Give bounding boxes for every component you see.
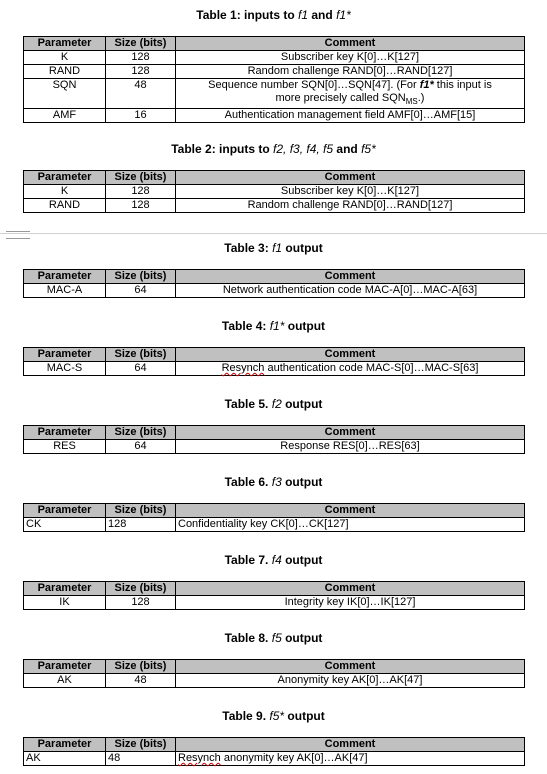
- table3: [23, 269, 525, 298]
- header-row: [24, 270, 525, 284]
- caption-text: output: [281, 475, 323, 489]
- comment-text: Sequence number SQN[0]…SQN[47]. (For: [208, 79, 420, 91]
- header-parameter: Parameter: [24, 582, 106, 596]
- cell-size: 48: [106, 752, 176, 766]
- cell-parameter: MAC-S: [24, 362, 106, 376]
- table-row: [24, 199, 525, 213]
- header-size: Size (bits): [106, 37, 176, 51]
- page-break-line: [0, 233, 547, 234]
- cell-parameter: RES: [24, 440, 106, 454]
- header-comment: Comment: [176, 270, 525, 284]
- caption-text: Table 6.: [224, 475, 272, 489]
- header-parameter: Parameter: [24, 270, 106, 284]
- table-row: [24, 596, 525, 610]
- cell-parameter: IK: [24, 596, 106, 610]
- header-comment: Comment: [176, 171, 525, 185]
- cell-comment: Response RES[0]…RES[63]: [176, 440, 525, 454]
- header-row: [24, 426, 525, 440]
- table7-caption: [0, 553, 547, 567]
- header-parameter: Parameter: [24, 660, 106, 674]
- cell-parameter: K: [24, 51, 106, 65]
- caption-text: Table 7.: [224, 553, 272, 567]
- cell-comment: Subscriber key K[0]…K[127]: [176, 51, 525, 65]
- header-size: Size (bits): [106, 270, 176, 284]
- header-parameter: Parameter: [24, 426, 106, 440]
- table4: [23, 347, 525, 376]
- caption-text: Table 5.: [224, 397, 272, 411]
- cell-comment: Authentication management field AMF[0]…AMF[15]: [176, 109, 525, 123]
- table-row: [24, 674, 525, 688]
- table2-caption: [0, 142, 547, 156]
- caption-text: output: [281, 397, 323, 411]
- caption-text: Table 8.: [224, 631, 272, 645]
- caption-function: f1: [272, 241, 283, 255]
- cell-size: 16: [106, 109, 176, 123]
- caption-function: f3: [271, 475, 282, 489]
- table-row: [24, 185, 525, 199]
- caption-function: f5*: [361, 142, 376, 156]
- header-parameter: Parameter: [24, 504, 106, 518]
- header-size: Size (bits): [106, 660, 176, 674]
- comment-text: authentication code MAC-S[0]…MAC-S[63]: [264, 362, 479, 374]
- cell-parameter: AK: [24, 674, 106, 688]
- header-parameter: Parameter: [24, 37, 106, 51]
- comment-function: f1*: [419, 79, 434, 91]
- table1: [23, 36, 525, 123]
- caption-function: f4: [271, 553, 282, 567]
- table9-caption: [0, 709, 547, 723]
- comment-text: .): [417, 92, 425, 104]
- caption-text: and: [333, 142, 362, 156]
- header-size: Size (bits): [106, 582, 176, 596]
- caption-text: Table 3:: [224, 241, 273, 255]
- spellcheck-word: Resynch: [221, 362, 265, 374]
- cell-comment: Subscriber key K[0]…K[127]: [176, 185, 525, 199]
- cell-parameter: AK: [24, 752, 106, 766]
- table1-caption: [0, 8, 547, 22]
- cell-size: 64: [106, 440, 176, 454]
- section-marker: [6, 231, 30, 239]
- header-parameter: Parameter: [24, 171, 106, 185]
- caption-text: output: [282, 241, 323, 255]
- caption-function: f5*: [269, 709, 285, 723]
- header-parameter: Parameter: [24, 738, 106, 752]
- spellcheck-word: Resynch: [178, 752, 221, 764]
- caption-function: f2, f3, f4, f5: [273, 142, 334, 156]
- caption-text: output: [284, 709, 325, 723]
- caption-function: f5: [271, 631, 282, 645]
- comment-subscript: MS: [405, 97, 418, 107]
- comment-text: this input is: [433, 79, 492, 91]
- table9: [23, 737, 525, 766]
- cell-comment: Random challenge RAND[0]…RAND[127]: [176, 65, 525, 79]
- table6-caption: [0, 475, 547, 489]
- header-comment: Comment: [176, 37, 525, 51]
- table6: [23, 503, 525, 532]
- header-row: [24, 37, 525, 51]
- table-row: [24, 109, 525, 123]
- caption-text: Table 1: inputs to: [196, 8, 299, 22]
- cell-size: 64: [106, 284, 176, 298]
- cell-parameter: RAND: [24, 199, 106, 213]
- table2: [23, 170, 525, 213]
- cell-parameter: MAC-A: [24, 284, 106, 298]
- header-row: [24, 660, 525, 674]
- cell-comment: [176, 79, 525, 109]
- caption-text: output: [284, 319, 326, 333]
- comment-text: more precisely called SQN: [275, 92, 406, 104]
- table8-caption: [0, 631, 547, 645]
- table-row: [24, 284, 525, 298]
- header-comment: Comment: [176, 738, 525, 752]
- cell-parameter: RAND: [24, 65, 106, 79]
- header-size: Size (bits): [106, 504, 176, 518]
- cell-parameter: SQN: [24, 79, 106, 109]
- comment-text: anonymity key AK[0]…AK[47]: [220, 752, 368, 764]
- header-comment: Comment: [176, 348, 525, 362]
- header-row: [24, 582, 525, 596]
- header-parameter: Parameter: [24, 348, 106, 362]
- table-row: [24, 79, 525, 109]
- cell-size: 128: [106, 518, 176, 532]
- table-row: [24, 51, 525, 65]
- header-size: Size (bits): [106, 348, 176, 362]
- table5-caption: [0, 397, 547, 411]
- table-row: [24, 362, 525, 376]
- caption-function: f1*: [269, 319, 285, 333]
- cell-size: 128: [106, 596, 176, 610]
- caption-text: Table 9.: [222, 709, 270, 723]
- table7: [23, 581, 525, 610]
- cell-size: 128: [106, 185, 176, 199]
- cell-parameter: CK: [24, 518, 106, 532]
- cell-comment: [176, 752, 525, 766]
- cell-size: 128: [106, 51, 176, 65]
- cell-comment: Integrity key IK[0]…IK[127]: [176, 596, 525, 610]
- cell-parameter: AMF: [24, 109, 106, 123]
- cell-comment: Anonymity key AK[0]…AK[47]: [176, 674, 525, 688]
- caption-function: f2: [271, 397, 282, 411]
- table3-caption: [0, 241, 547, 255]
- header-comment: Comment: [176, 582, 525, 596]
- header-size: Size (bits): [106, 426, 176, 440]
- cell-parameter: K: [24, 185, 106, 199]
- table5: [23, 425, 525, 454]
- header-row: [24, 738, 525, 752]
- cell-comment: Confidentiality key CK[0]…CK[127]: [176, 518, 525, 532]
- cell-comment: Network authentication code MAC-A[0]…MAC-A[63]: [176, 284, 525, 298]
- cell-size: 48: [106, 674, 176, 688]
- cell-size: 48: [106, 79, 176, 109]
- table4-caption: [0, 319, 547, 333]
- cell-comment: Random challenge RAND[0]…RAND[127]: [176, 199, 525, 213]
- caption-text: output: [281, 553, 323, 567]
- header-row: [24, 348, 525, 362]
- caption-text: output: [281, 631, 323, 645]
- caption-text: Table 4:: [221, 319, 270, 333]
- caption-text: and: [308, 8, 337, 22]
- cell-size: 128: [106, 65, 176, 79]
- cell-comment: [176, 362, 525, 376]
- header-size: Size (bits): [106, 738, 176, 752]
- header-row: [24, 504, 525, 518]
- header-comment: Comment: [176, 426, 525, 440]
- header-row: [24, 171, 525, 185]
- caption-text: Table 2: inputs to: [171, 142, 274, 156]
- table-row: [24, 440, 525, 454]
- cell-size: 128: [106, 199, 176, 213]
- table-row: [24, 518, 525, 532]
- table-row: [24, 65, 525, 79]
- caption-function: f1: [298, 8, 309, 22]
- header-comment: Comment: [176, 504, 525, 518]
- header-size: Size (bits): [106, 171, 176, 185]
- caption-function: f1*: [336, 8, 351, 22]
- header-comment: Comment: [176, 660, 525, 674]
- table-row: [24, 752, 525, 766]
- cell-size: 64: [106, 362, 176, 376]
- table8: [23, 659, 525, 688]
